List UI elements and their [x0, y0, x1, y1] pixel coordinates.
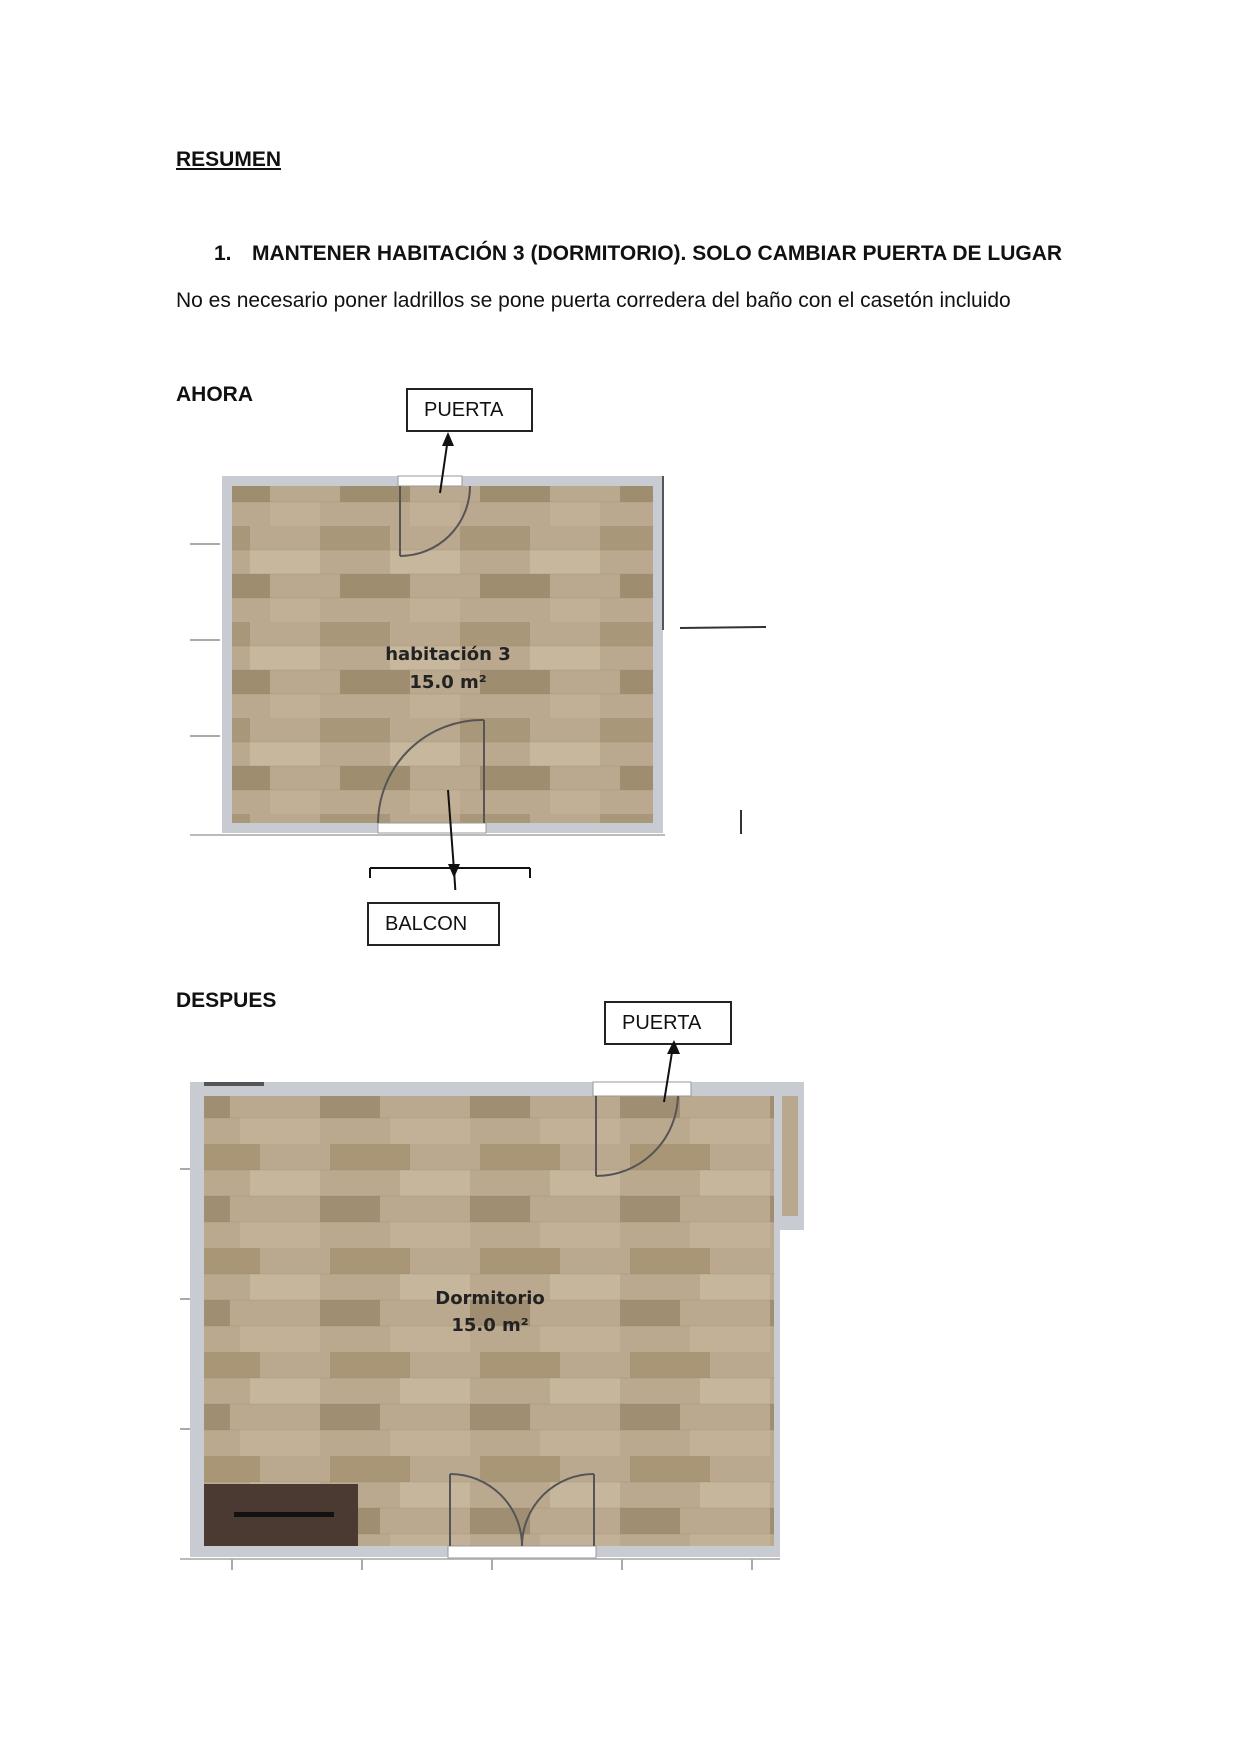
note-text: No es necesario poner ladrillos se pone puerta corredera del baño con el casetón incluido: [176, 289, 1011, 312]
list-item-number: 1.: [214, 242, 232, 265]
door-label-after: PUERTA: [604, 1001, 732, 1045]
room-area-after: 15.0 m²: [451, 1315, 529, 1336]
arrow-head-door-before: [442, 432, 454, 446]
room-area-before: 15.0 m²: [409, 672, 487, 693]
floor-plan-before: [180, 430, 780, 890]
section-label-before: AHORA: [176, 383, 253, 406]
room-name-before: habitación 3: [385, 644, 511, 665]
section-label-after: DESPUES: [176, 989, 277, 1012]
door-label-before: PUERTA: [406, 388, 533, 432]
floor-plan-after: [170, 1040, 810, 1580]
arrow-head-door-after: [667, 1040, 680, 1054]
list-item-title: MANTENER HABITACIÓN 3 (DORMITORIO). SOLO CAMBIAR PUERTA DE LUGAR: [252, 242, 1063, 265]
page-heading: RESUMEN: [176, 148, 282, 171]
balcony-label: BALCON: [367, 902, 500, 946]
room-name-after: Dormitorio: [435, 1288, 545, 1309]
